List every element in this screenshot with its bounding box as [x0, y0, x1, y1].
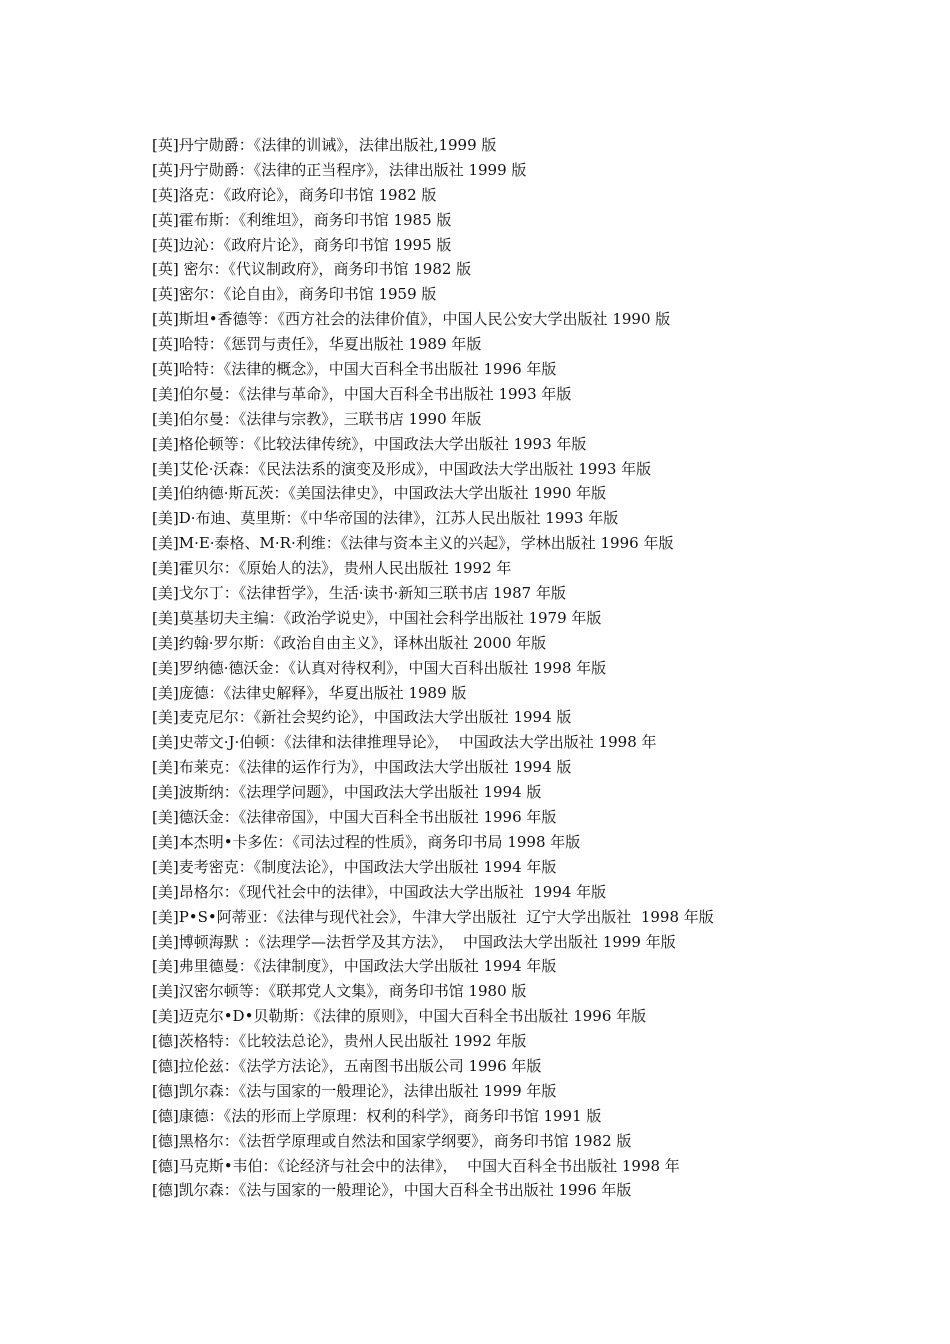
reference-item: [美]波斯纳：《法理学问题》，中国政法大学出版社 1994 版: [152, 783, 542, 802]
reference-item: [美]艾伦·沃森：《民法法系的演变及形成》，中国政法大学出版社 1993 年版: [152, 459, 652, 478]
reference-item: [德]凯尔森：《法与国家的一般理论》，法律出版社 1999 年版: [152, 1081, 557, 1100]
reference-item: [德]拉伦兹：《法学方法论》，五南图书出版公司 1996 年版: [152, 1056, 542, 1075]
reference-item: [美]戈尔丁：《法律哲学》，生活·读书·新知三联书店 1987 年版: [152, 584, 566, 603]
reference-item: [美]伯纳德·斯瓦茨：《美国法律史》，中国政法大学出版社 1990 年版: [152, 484, 607, 503]
reference-item: [德]马克斯•韦伯：《论经济与社会中的法律》， 中国大百科全书出版社 1998 年: [152, 1156, 680, 1175]
reference-item: [美]格伦顿等：《比较法律传统》，中国政法大学出版社 1993 年版: [152, 434, 587, 453]
reference-item: [美]迈克尔•D•贝勒斯：《法律的原则》，中国大百科全书出版社 1996 年版: [152, 1007, 647, 1026]
reference-item: [美]P•S•阿蒂亚：《法律与现代社会》，牛津大学出版社 辽宁大学出版社 1998 年版: [152, 907, 714, 926]
reference-item: [美]昂格尔：《现代社会中的法律》，中国政法大学出版社 1994 年版: [152, 882, 607, 901]
reference-item: [美]本杰明•卡多佐：《司法过程的性质》，商务印书局 1998 年版: [152, 832, 581, 851]
reference-item: [德]茨格特：《比较法总论》，贵州人民出版社 1992 年版: [152, 1032, 527, 1051]
reference-item: [英]哈特：《法律的概念》，中国大百科全书出版社 1996 年版: [152, 360, 557, 379]
reference-item: [英]霍布斯：《利维坦》，商务印书馆 1985 版: [152, 210, 452, 229]
reference-item: [美]弗里德曼：《法律制度》，中国政法大学出版社 1994 年版: [152, 957, 557, 976]
reference-item: [德]康德：《法的形而上学原理：权利的科学》，商务印书馆 1991 版: [152, 1106, 602, 1125]
reference-item: [英]边沁：《政府片论》，商务印书馆 1995 版: [152, 235, 452, 254]
reference-item: [美]博顿海默 ：《法理学—法哲学及其方法》， 中国政法大学出版社 1999 年版: [152, 932, 676, 951]
reference-item: [美]霍贝尔：《原始人的法》，贵州人民出版社 1992 年: [152, 559, 512, 578]
reference-item: [美]约翰·罗尔斯：《政治自由主义》，译林出版社 2000 年版: [152, 633, 547, 652]
reference-item: [美]D·布迪、莫里斯：《中华帝国的法律》，江苏人民出版社 1993 年版: [152, 509, 619, 528]
reference-item: [美]德沃金：《法律帝国》，中国大百科全书出版社 1996 年版: [152, 808, 557, 827]
reference-item: [英]洛克：《政府论》，商务印书馆 1982 版: [152, 185, 437, 204]
bibliography-list: [152, 133, 932, 1203]
reference-item: [美]伯尔曼：《法律与宗教》，三联书店 1990 年版: [152, 409, 482, 428]
reference-item: [英]密尔：《论自由》，商务印书馆 1959 版: [152, 285, 437, 304]
reference-item: [英]丹宁勋爵：《法律的正当程序》，法律出版社 1999 版: [152, 160, 527, 179]
reference-item: [美]布莱克：《法律的运作行为》，中国政法大学出版社 1994 版: [152, 758, 572, 777]
reference-item: [英]哈特：《惩罚与责任》，华夏出版社 1989 年版: [152, 335, 482, 354]
reference-item: [美]汉密尔顿等：《联邦党人文集》，商务印书馆 1980 版: [152, 982, 527, 1001]
reference-item: [英]丹宁勋爵：《法律的训诫》，法律出版社,1999 版: [152, 136, 497, 154]
reference-item: [美]庞德：《法律史解释》，华夏出版社 1989 版: [152, 683, 467, 702]
reference-item: [美]麦克尼尔：《新社会契约论》，中国政法大学出版社 1994 版: [152, 708, 572, 727]
reference-item: [美]麦考密克：《制度法论》，中国政法大学出版社 1994 年版: [152, 857, 557, 876]
reference-item: [英] 密尔：《代议制政府》，商务印书馆 1982 版: [152, 260, 472, 279]
reference-item: [美]罗纳德·德沃金：《认真对待权利》，中国大百科出版社 1998 年版: [152, 658, 607, 677]
reference-item: [美]莫基切夫主编：《政治学说史》，中国社会科学出版社 1979 年版: [152, 608, 602, 627]
reference-item: [美]M·E·泰格、M·R·利维：《法律与资本主义的兴起》，学林出版社 1996 年版: [152, 534, 674, 553]
reference-item: [英]斯坦•香德等：《西方社会的法律价值》，中国人民公安大学出版社 1990 版: [152, 310, 671, 329]
reference-item: [德]凯尔森：《法与国家的一般理论》，中国大百科全书出版社 1996 年版: [152, 1181, 632, 1200]
reference-item: [美]伯尔曼：《法律与革命》，中国大百科全书出版社 1993 年版: [152, 384, 572, 403]
reference-item: [德]黑格尔：《法哲学原理或自然法和国家学纲要》，商务印书馆 1982 版: [152, 1131, 632, 1150]
reference-item: [美]史蒂文·J·伯顿：《法律和法律推理导论》， 中国政法大学出版社 1998 年: [152, 733, 657, 752]
